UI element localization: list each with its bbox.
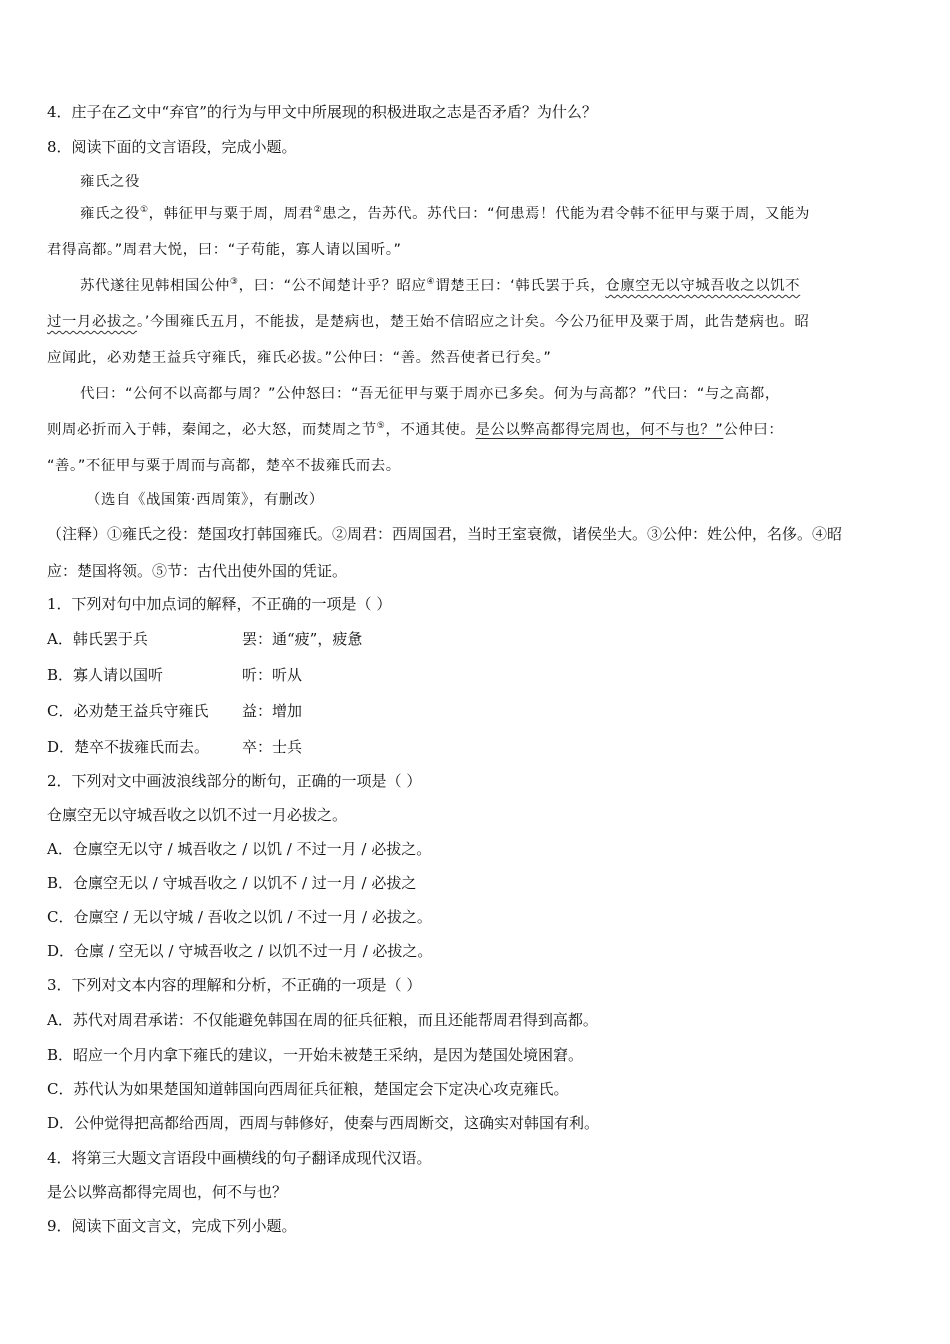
q4-sentence: 是公以弊高都得完周也，何不与也？: [47, 1183, 288, 1201]
q2-sentence: 仓廪空无以守城吾收之以饥不过一月必拔之。: [47, 806, 348, 824]
prev-question-4: 4．庄子在乙文中“弃官”的行为与甲文中所展现的积极进取之志是否矛盾？为什么？: [47, 103, 597, 121]
passage-p1-line1: 雍氏之役①，韩征甲与粟于周，周君②患之，告苏代。苏代曰：“何患焉！代能为君令韩不征甲与粟于周，又能为: [80, 205, 810, 222]
wavy-underlined-sentence: 仓廪空无以守城吾收之以饥不: [605, 278, 801, 294]
passage-p3-line3: “善。”不征甲与粟于周而与高都，楚卒不拔雍氏而去。: [47, 458, 401, 474]
underlined-sentence: 是公以弊高都得完周也，何不与也？”: [475, 422, 724, 438]
passage-p2-line1: 苏代遂往见韩相国公仲③，曰：“公不闻楚计乎？昭应④谓楚王曰：‘韩氏罢于兵，仓廪空无以守城吾收之以饥不: [80, 277, 801, 294]
annotation-line1: （注释）①雍氏之役：楚国攻打韩国雍氏。②周君：西周国君，当时王室衰微，诸侯坐大。③公仲：姓公仲，名侈。④昭: [47, 525, 843, 543]
passage-p2-line2: 过一月必拔之。’今围雍氏五月，不能拔，是楚病也，楚王始不信昭应之计矣。今公乃征甲及粟于周，此告楚病也。昭: [47, 314, 810, 330]
question-9-intro: 9．阅读下面文言文，完成下列小题。: [47, 1217, 297, 1235]
q2-stem: 2．下列对文中画波浪线部分的断句，正确的一项是（ ）: [47, 772, 422, 790]
passage-p1-line2: 君得高都。”周君大悦，曰：“子苟能，寡人请以国听。”: [47, 242, 402, 258]
passage-p3-line2: 则周必折而入于韩，秦闻之，必大怒，而焚周之节⑤，不通其使。是公以弊高都得完周也，何不与也？”公仲曰：: [47, 421, 784, 438]
q2-option-b: B．仓廪空无以 / 守城吾收之 / 以饥不 / 过一月 / 必拔之: [47, 874, 417, 892]
q3-option-d: D．公仲觉得把高都给西周，西周与韩修好，使秦与西周断交，这确实对韩国有利。: [47, 1114, 600, 1132]
q3-option-b: B．昭应一个月内拿下雍氏的建议，一开始未被楚王采纳，是因为楚国处境困窘。: [47, 1046, 584, 1064]
q3-option-c: C．苏代认为如果楚国知道韩国向西周征兵征粮，楚国定会下定决心攻克雍氏。: [47, 1080, 569, 1098]
passage-source: （选自《战国策·西周策》，有删改）: [86, 492, 324, 508]
passage-p3-line1: 代曰：“公何不以高都与周？”公仲怒曰：“吾无征甲与粟于周亦已多矣。何为与高都？”代曰：“与之高都，: [80, 386, 780, 402]
q3-stem: 3．下列对文本内容的理解和分析，不正确的一项是（ ）: [47, 976, 422, 994]
passage-title: 雍氏之役: [80, 174, 140, 190]
q1-option-c: C．必劝楚王益兵守雍氏 益：增加: [47, 702, 303, 720]
passage-p2-line3: 应闻此，必劝楚王益兵守雍氏，雍氏必拔。”公仲曰：“善。然吾使者已行矣。”: [47, 350, 552, 366]
q2-option-c: C．仓廪空 / 无以守城 / 吾收之以饥 / 不过一月 / 必拔之。: [47, 908, 432, 926]
q2-option-d: D．仓廪 / 空无以 / 守城吾收之 / 以饥不过一月 / 必拔之。: [47, 942, 433, 960]
question-8-intro: 8．阅读下面的文言语段，完成小题。: [47, 138, 297, 156]
q1-stem: 1．下列对句中加点词的解释，不正确的一项是（ ）: [47, 595, 392, 613]
q1-option-b: B．寡人请以国听 听：听从: [47, 666, 303, 684]
annotation-line2: 应：楚国将领。⑤节：古代出使外国的凭证。: [47, 562, 348, 580]
q2-option-a: A．仓廪空无以守 / 城吾收之 / 以饥 / 不过一月 / 必拔之。: [47, 840, 432, 858]
q1-option-a: A．韩氏罢于兵 罢：通“疲”，疲惫: [47, 630, 363, 648]
q1-option-d: D．楚卒不拔雍氏而去。 卒：士兵: [47, 738, 303, 756]
q4-stem: 4．将第三大题文言语段中画横线的句子翻译成现代汉语。: [47, 1149, 432, 1167]
q3-option-a: A．苏代对周君承诺：不仅能避免韩国在周的征兵征粮，而且还能帮周君得到高都。: [47, 1011, 598, 1029]
